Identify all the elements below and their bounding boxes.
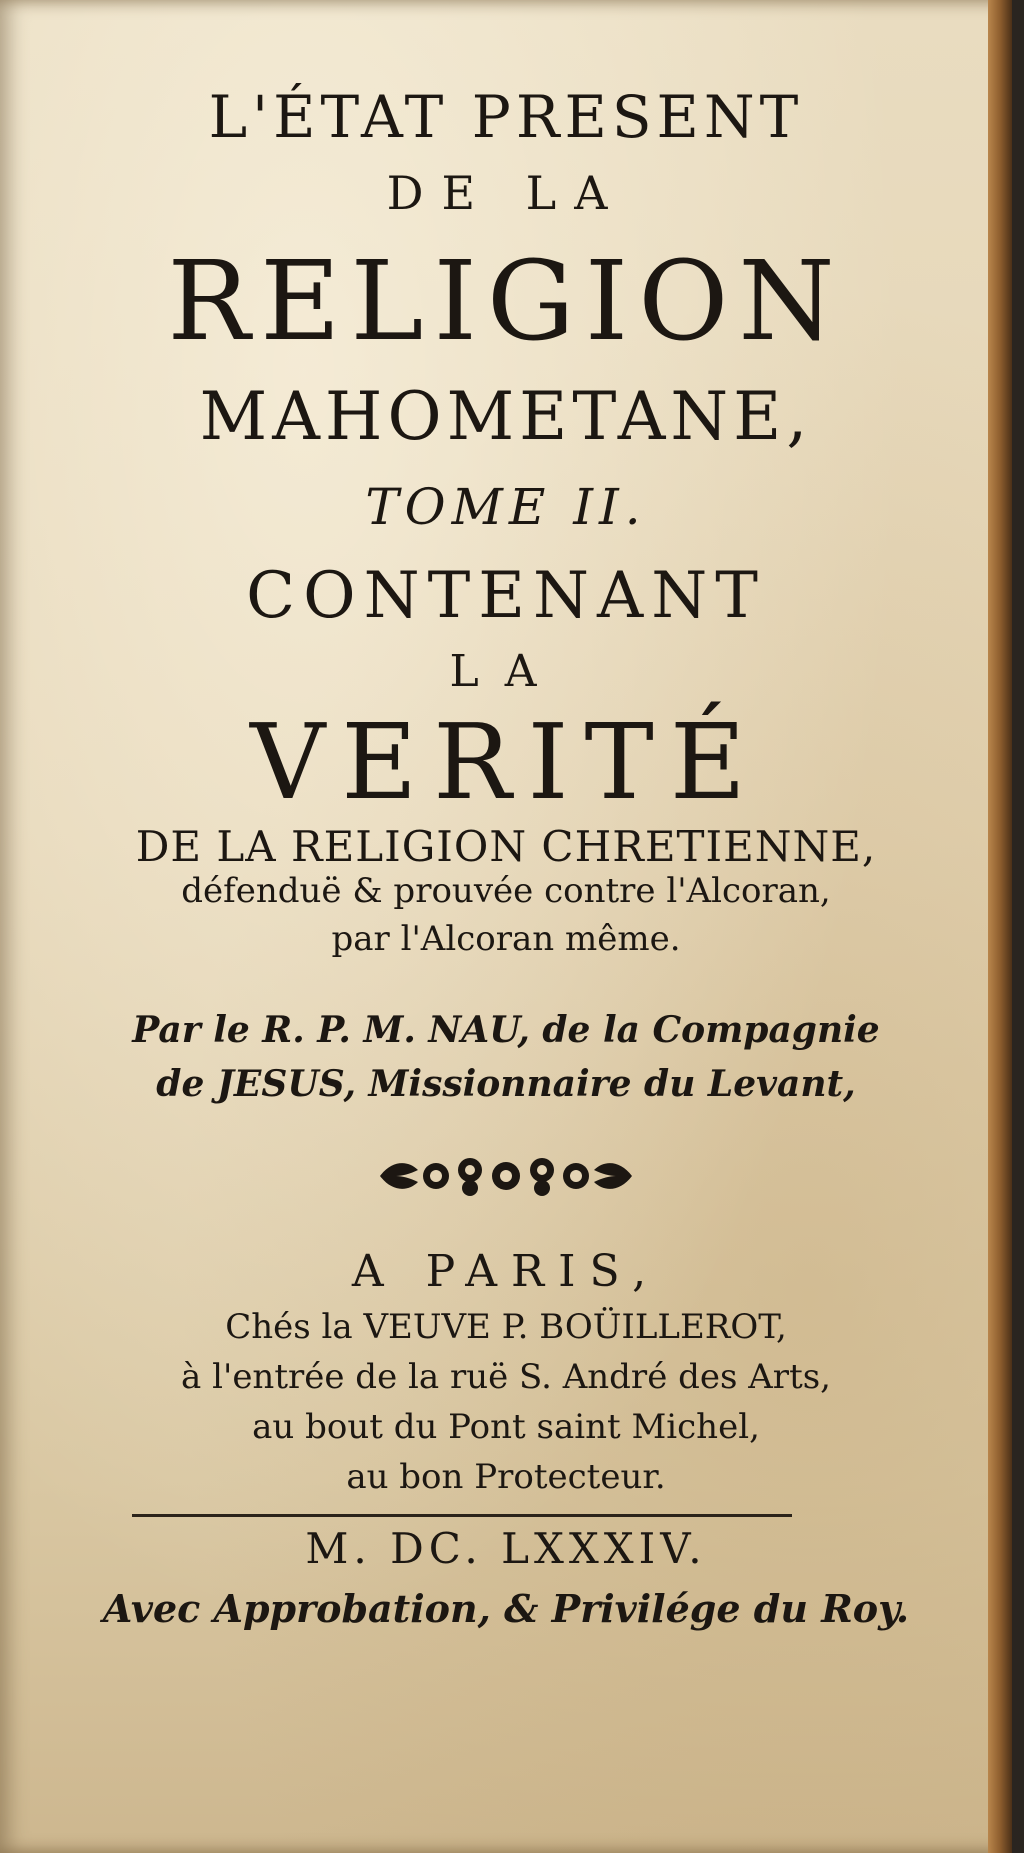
heading-line-3: RELIGION bbox=[167, 237, 845, 365]
volume-label: TOME II. bbox=[365, 478, 647, 536]
subheading-line-4: DE LA RELIGION CHRETIENNE, bbox=[135, 822, 877, 871]
heading-line-2: DE LA bbox=[386, 166, 626, 220]
approbation-line: Avec Approbation, & Privilége du Roy. bbox=[102, 1586, 910, 1631]
subheading-line-6: par l'Alcoran même. bbox=[331, 919, 681, 959]
subheading-line-1: CONTENANT bbox=[246, 559, 766, 633]
subheading-line-3: VERITÉ bbox=[250, 701, 762, 823]
imprint-line-1: Chés la VEUVE P. BOÜILLEROT, bbox=[225, 1307, 787, 1347]
subheading-line-5: défenduë & prouvée contre l'Alcoran, bbox=[181, 871, 831, 911]
publication-year: M. DC. LXXXIV. bbox=[305, 1524, 707, 1573]
subheading-line-2: LA bbox=[449, 646, 563, 697]
imprint-line-3: au bout du Pont saint Michel, bbox=[252, 1407, 760, 1447]
imprint-line-2: à l'entrée de la ruë S. André des Arts, bbox=[181, 1357, 831, 1397]
fleuron-ornament-icon bbox=[0, 1148, 1012, 1204]
heading-line-1: L'ÉTAT PRESENT bbox=[208, 83, 804, 151]
author-line-2: de JESUS, Missionnaire du Levant, bbox=[156, 1063, 856, 1105]
imprint-city: A PARIS, bbox=[351, 1246, 661, 1297]
heading-line-4: MAHOMETANE, bbox=[199, 378, 813, 455]
imprint-line-4: au bon Protecteur. bbox=[346, 1457, 666, 1497]
divider-rule bbox=[132, 1514, 792, 1517]
author-line-1: Par le R. P. M. NAU, de la Compagnie bbox=[132, 1009, 880, 1051]
